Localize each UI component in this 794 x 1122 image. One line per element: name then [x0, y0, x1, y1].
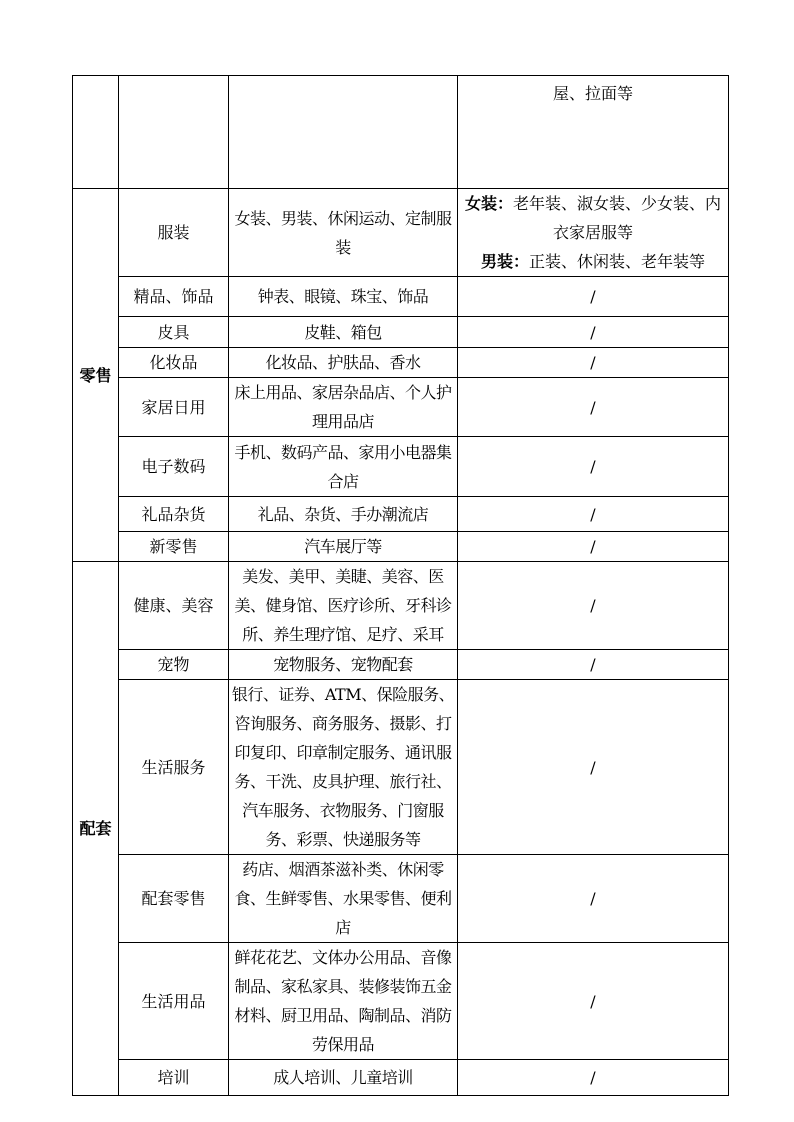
table-row: [73, 497, 729, 532]
detail-paragraph: [460, 247, 726, 276]
content-cell: 宠物服务、宠物配套: [229, 650, 458, 680]
content-cell: 汽车展厅等: [229, 532, 458, 562]
table-row: [73, 532, 729, 562]
category-cell: [119, 76, 229, 189]
category-cell: 生活用品: [119, 943, 229, 1060]
category-cell: 健康、美容: [119, 562, 229, 650]
detail-cell: /: [458, 378, 729, 437]
content-cell: 皮鞋、箱包: [229, 317, 458, 348]
content-cell: 手机、数码产品、家用小电器集合店: [229, 437, 458, 497]
category-cell: 电子数码: [119, 437, 229, 497]
detail-cell: /: [458, 650, 729, 680]
table-row: [73, 650, 729, 680]
content-cell: 钟表、眼镜、珠宝、饰品: [229, 277, 458, 317]
detail-cell: /: [458, 532, 729, 562]
content-cell: [229, 76, 458, 189]
content-cell: 银行、证券、ATM、保险服务、咨询服务、商务服务、摄影、打印复印、印章制定服务、通讯服务、干洗、皮具护理、旅行社、汽车服务、衣物服务、门窗服务、彩票、快递服务等: [229, 680, 458, 855]
table-row: [73, 378, 729, 437]
detail-cell: /: [458, 1060, 729, 1096]
category-cell: 生活服务: [119, 680, 229, 855]
table-row-continuation: [73, 76, 729, 189]
detail-text: 老年装、淑女装、少女装、内衣家居服等: [513, 194, 722, 242]
content-cell: 鲜花花艺、文体办公用品、音像制品、家私家具、装修装饰五金材料、厨卫用品、陶制品、消防劳保用品: [229, 943, 458, 1060]
detail-cell: /: [458, 277, 729, 317]
content-cell: 化妆品、护肤品、香水: [229, 348, 458, 378]
category-cell: 培训: [119, 1060, 229, 1096]
category-cell: 精品、饰品: [119, 277, 229, 317]
detail-paragraph: [460, 189, 726, 247]
category-cell: 新零售: [119, 532, 229, 562]
detail-cell: /: [458, 497, 729, 532]
detail-cell: /: [458, 562, 729, 650]
category-cell: 家居日用: [119, 378, 229, 437]
category-cell: 宠物: [119, 650, 229, 680]
detail-cell: /: [458, 437, 729, 497]
table-row: [73, 680, 729, 855]
content-cell: 药店、烟酒茶滋补类、休闲零食、生鲜零售、水果零售、便利店: [229, 855, 458, 943]
content-cell: 床上用品、家居杂品店、个人护理用品店: [229, 378, 458, 437]
category-cell: 化妆品: [119, 348, 229, 378]
table-row: [73, 189, 729, 277]
category-cell: 皮具: [119, 317, 229, 348]
table-row: [73, 348, 729, 378]
group-label-cell: 零售: [73, 189, 119, 562]
content-cell: 成人培训、儿童培训: [229, 1060, 458, 1096]
content-cell: 女装、男装、休闲运动、定制服装: [229, 189, 458, 277]
group-label-cell: [73, 76, 119, 189]
table-row: [73, 1060, 729, 1096]
content-cell: 美发、美甲、美睫、美容、医美、健身馆、医疗诊所、牙科诊所、养生理疗馆、足疗、采耳: [229, 562, 458, 650]
content-cell: 礼品、杂货、手办潮流店: [229, 497, 458, 532]
detail-cell: /: [458, 348, 729, 378]
category-cell: 礼品杂货: [119, 497, 229, 532]
detail-cell: /: [458, 317, 729, 348]
category-cell: 服装: [119, 189, 229, 277]
detail-text: 正装、休闲装、老年装等: [529, 252, 706, 271]
group-label-cell: 配套: [73, 562, 119, 1096]
table-row: [73, 943, 729, 1060]
detail-cell: /: [458, 943, 729, 1060]
table-row: [73, 562, 729, 650]
detail-cell: /: [458, 680, 729, 855]
category-cell: 配套零售: [119, 855, 229, 943]
table-row: [73, 437, 729, 497]
detail-cell: /: [458, 855, 729, 943]
table-row: [73, 277, 729, 317]
detail-lead: 男装：: [480, 252, 529, 271]
table-row: [73, 317, 729, 348]
table-row: [73, 855, 729, 943]
category-table: [72, 75, 729, 1096]
detail-cell: [458, 189, 729, 277]
detail-lead: 女装：: [464, 194, 513, 213]
detail-cell: 屋、拉面等: [458, 76, 729, 189]
